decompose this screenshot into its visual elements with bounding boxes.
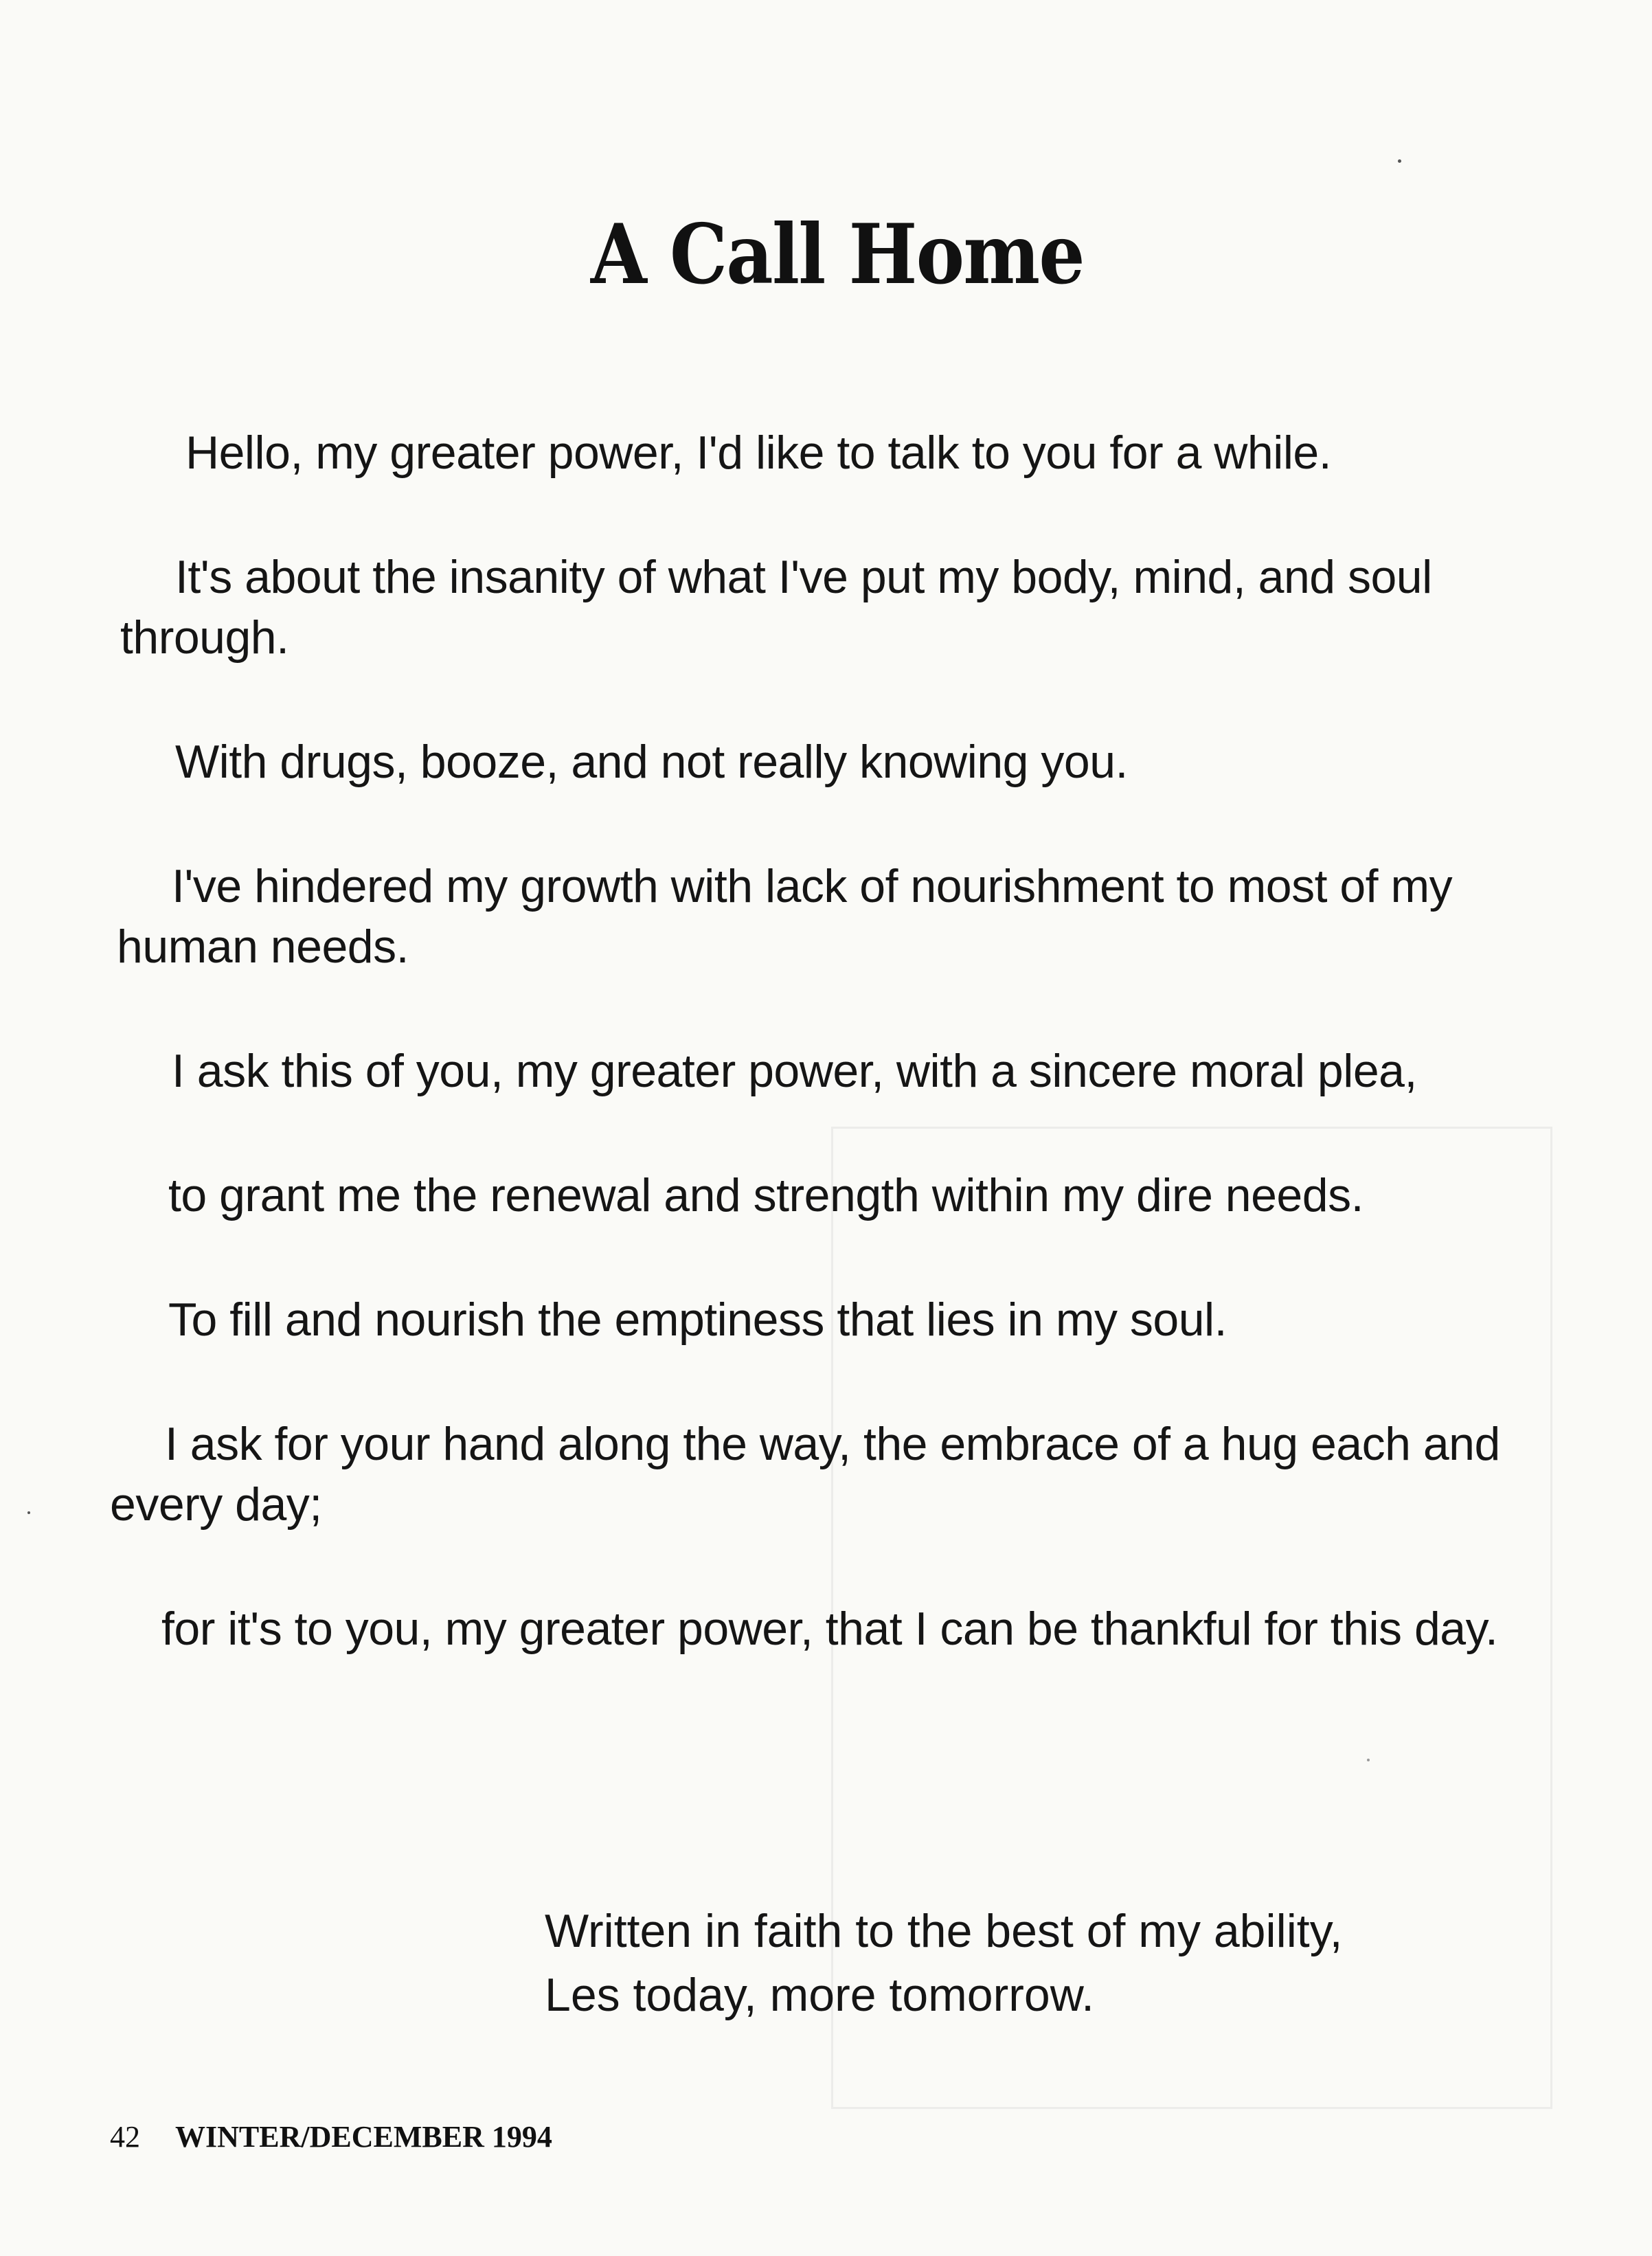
- stanza: With drugs, booze, and not really knowing you.: [175, 736, 1128, 788]
- poem-body: [110, 422, 1580, 1723]
- stanza: To fill and nourish the emptiness that lies in my soul.: [168, 1294, 1227, 1346]
- bleed-through-texture: [426, 124, 460, 158]
- scan-speck: [1398, 159, 1401, 163]
- issue-label: WINTER/DECEMBER 1994: [175, 2120, 552, 2154]
- stanza: Hello, my greater power, I'd like to talk to you for a while.: [185, 427, 1332, 479]
- scan-speck: [1367, 1759, 1370, 1761]
- page-number: 42: [110, 2120, 140, 2154]
- signature-line: Written in faith to the best of my ability,: [545, 1905, 1343, 1957]
- stanza: to grant me the renewal and strength within my dire needs.: [168, 1169, 1364, 1221]
- scan-speck: [27, 1511, 30, 1514]
- stanza: It's about the insanity of what I've put my body, mind, and soul through.: [120, 551, 1432, 664]
- stanza: I ask this of you, my greater power, with a sincere moral plea,: [172, 1045, 1417, 1097]
- signature-line: Les today, more tomorrow.: [545, 1969, 1094, 2021]
- poem-title: A Call Home: [590, 206, 1084, 303]
- stanza: for it's to you, my greater power, that I can be thankful for this day.: [161, 1603, 1498, 1655]
- signature-block: [545, 1899, 1343, 2027]
- page-footer: [110, 2119, 552, 2154]
- stanza: I ask for your hand along the way, the embrace of a hug each and every day;: [110, 1418, 1500, 1531]
- stanza: I've hindered my growth with lack of nourishment to most of my human needs.: [117, 860, 1453, 973]
